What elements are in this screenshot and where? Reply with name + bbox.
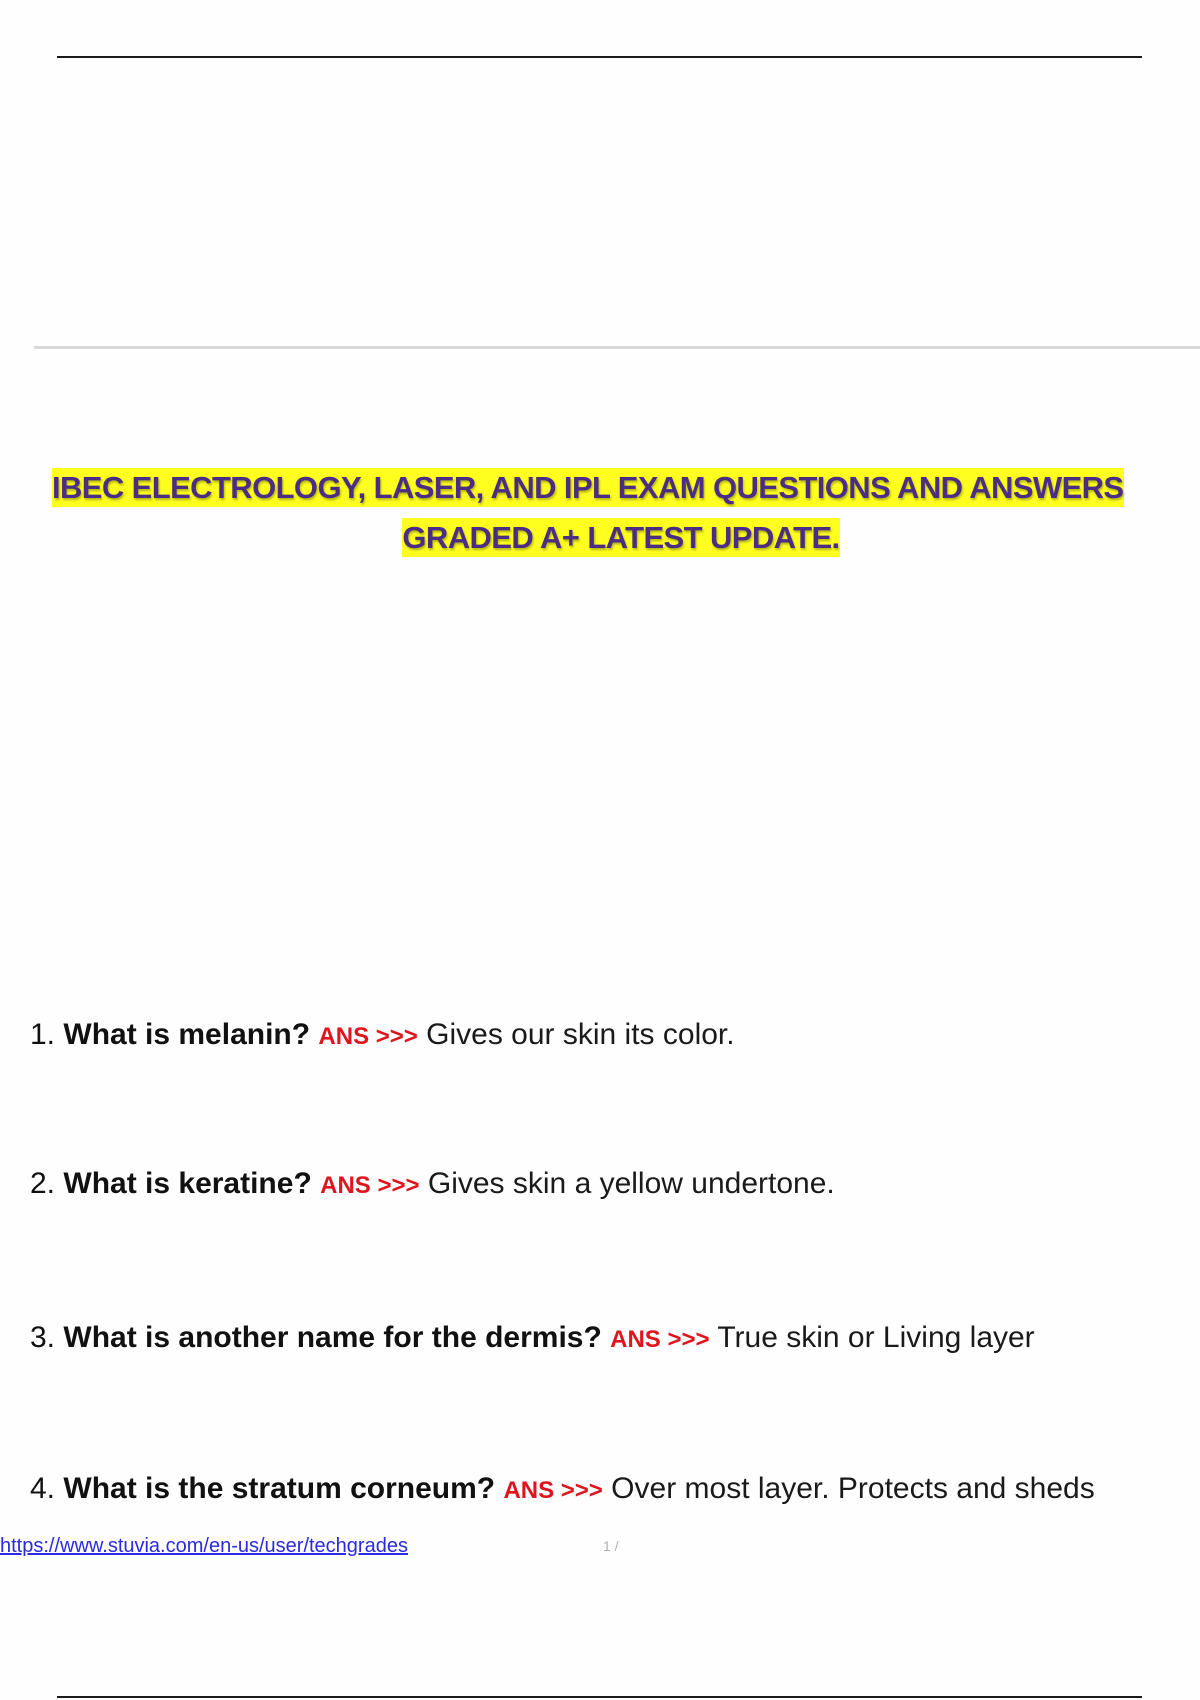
qa-number: 3. bbox=[30, 1321, 56, 1354]
qa-answer: Gives skin a yellow undertone. bbox=[427, 1167, 835, 1200]
qa-item-3 bbox=[30, 1320, 1035, 1358]
qa-answer: Over most layer. Protects and sheds bbox=[611, 1472, 1095, 1505]
footer-stuvia-link[interactable]: https://www.stuvia.com/en-us/user/techgrades bbox=[0, 1535, 408, 1557]
title-line-1: IBEC ELECTROLOGY, LASER, AND IPL EXAM QUESTIONS AND ANSWERS bbox=[52, 470, 1124, 505]
qa-item-2 bbox=[30, 1166, 835, 1204]
qa-ans-label: ANS >>> bbox=[318, 1023, 418, 1050]
qa-number: 4. bbox=[30, 1472, 56, 1505]
qa-question: What is keratine? bbox=[63, 1167, 312, 1200]
title-line-2: GRADED A+ LATEST UPDATE. bbox=[402, 520, 840, 555]
qa-question: What is the stratum corneum? bbox=[63, 1472, 496, 1505]
document-title bbox=[52, 463, 1200, 563]
qa-question: What is melanin? bbox=[63, 1018, 311, 1051]
qa-question: What is another name for the dermis? bbox=[63, 1321, 602, 1354]
page-number: 1 / bbox=[603, 1538, 619, 1554]
qa-ans-label: ANS >>> bbox=[503, 1477, 603, 1504]
qa-ans-label: ANS >>> bbox=[320, 1172, 420, 1199]
qa-number: 2. bbox=[30, 1167, 56, 1200]
header-divider bbox=[34, 346, 1200, 349]
qa-item-4 bbox=[30, 1471, 1095, 1509]
top-rule bbox=[57, 56, 1142, 58]
qa-answer: True skin or Living layer bbox=[717, 1321, 1035, 1354]
qa-number: 1. bbox=[30, 1018, 56, 1051]
bottom-rule bbox=[57, 1696, 1142, 1698]
qa-answer: Gives our skin its color. bbox=[426, 1018, 735, 1051]
qa-item-1 bbox=[30, 1017, 735, 1055]
qa-ans-label: ANS >>> bbox=[610, 1326, 710, 1353]
